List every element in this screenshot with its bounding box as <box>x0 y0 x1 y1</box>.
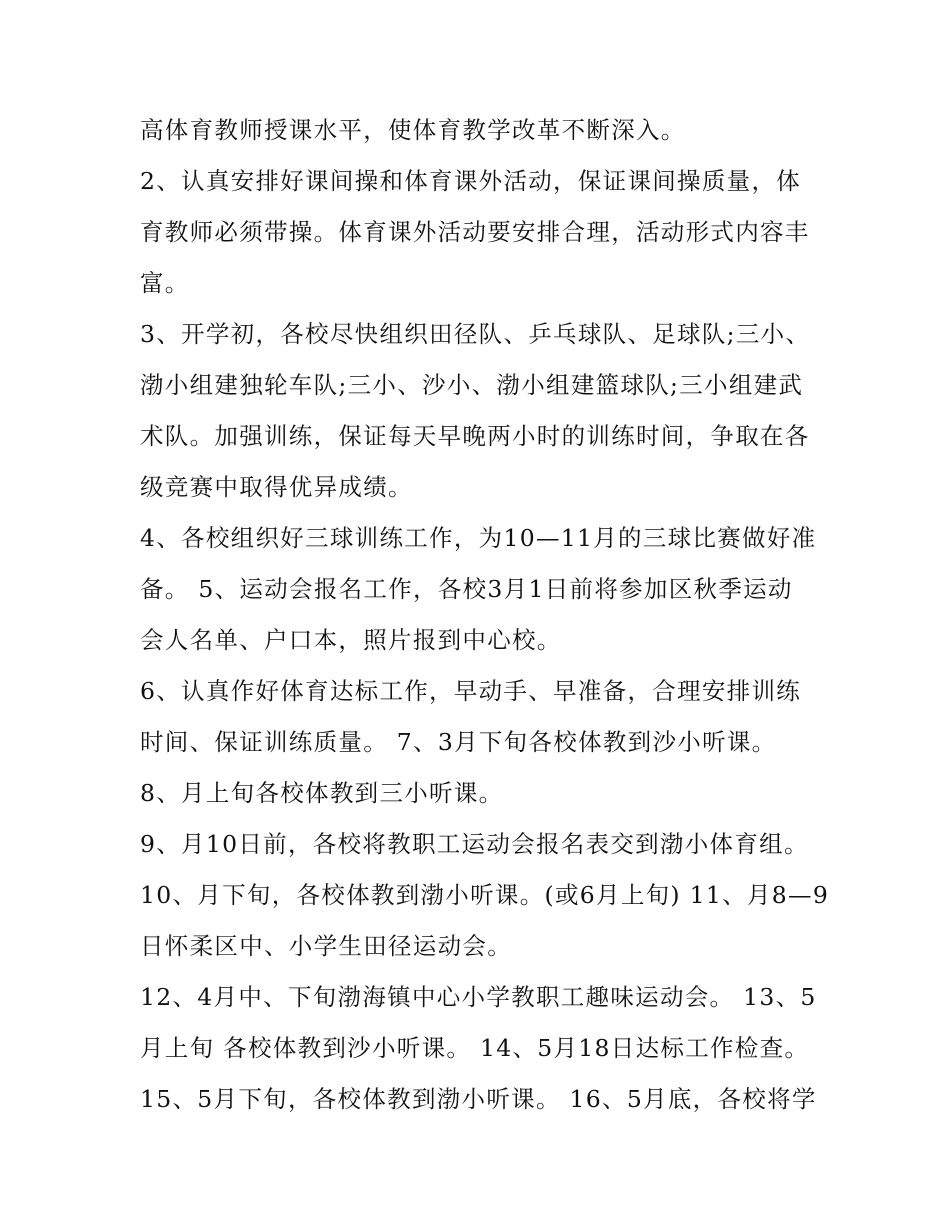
text-line: 9、月10日前，各校将教职工运动会报名表交到渤小体育组。 <box>140 830 809 858</box>
text-line: 高体育教师授课水平，使体育教学改革不断深入。 <box>140 116 686 144</box>
text-line: 3、开学初，各校尽快组织田径队、乒乓球队、足球队;三小、 <box>140 320 811 348</box>
text-line: 6、认真作好体育达标工作，早动手、早准备，合理安排训练 <box>140 677 802 705</box>
text-line: 级竞赛中取得优异成绩。 <box>140 473 413 501</box>
text-line: 会人名单、户口本，照片报到中心校。 <box>140 626 562 654</box>
text-line: 育教师必须带操。体育课外活动要安排合理，活动形式内容丰 <box>140 218 810 246</box>
text-line: 备。 5、运动会报名工作，各校3月1日前将参加区秋季运动 <box>140 575 793 603</box>
text-line: 渤小组建独轮车队;三小、沙小、渤小组建篮球队;三小组建武 <box>140 371 804 399</box>
text-line: 月上旬 各校体教到沙小听课。 14、5月18日达标工作检查。 <box>140 1034 810 1062</box>
text-line: 日怀柔区中、小学生田径运动会。 <box>140 932 512 960</box>
text-line: 术队。加强训练，保证每天早晚两小时的训练时间，争取在各 <box>140 422 810 450</box>
text-line: 8、月上旬各校体教到三小听课。 <box>140 779 504 807</box>
text-line: 2、认真安排好课间操和体育课外活动，保证课间操质量，体 <box>140 167 802 195</box>
text-line: 10、月下旬，各校体教到渤小听课。(或6月上旬) 11、月8—9 <box>140 881 830 909</box>
text-line: 4、各校组织好三球训练工作，为10—11月的三球比赛做好准 <box>140 524 817 552</box>
text-line: 富。 <box>140 269 190 297</box>
text-line: 12、4月中、下旬渤海镇中心小学教职工趣味运动会。 13、5 <box>140 983 817 1011</box>
text-line: 15、5月下旬，各校体教到渤小听课。 16、5月底，各校将学 <box>140 1085 817 1113</box>
text-line: 时间、保证训练质量。 7、3月下旬各校体教到沙小听课。 <box>140 728 777 756</box>
